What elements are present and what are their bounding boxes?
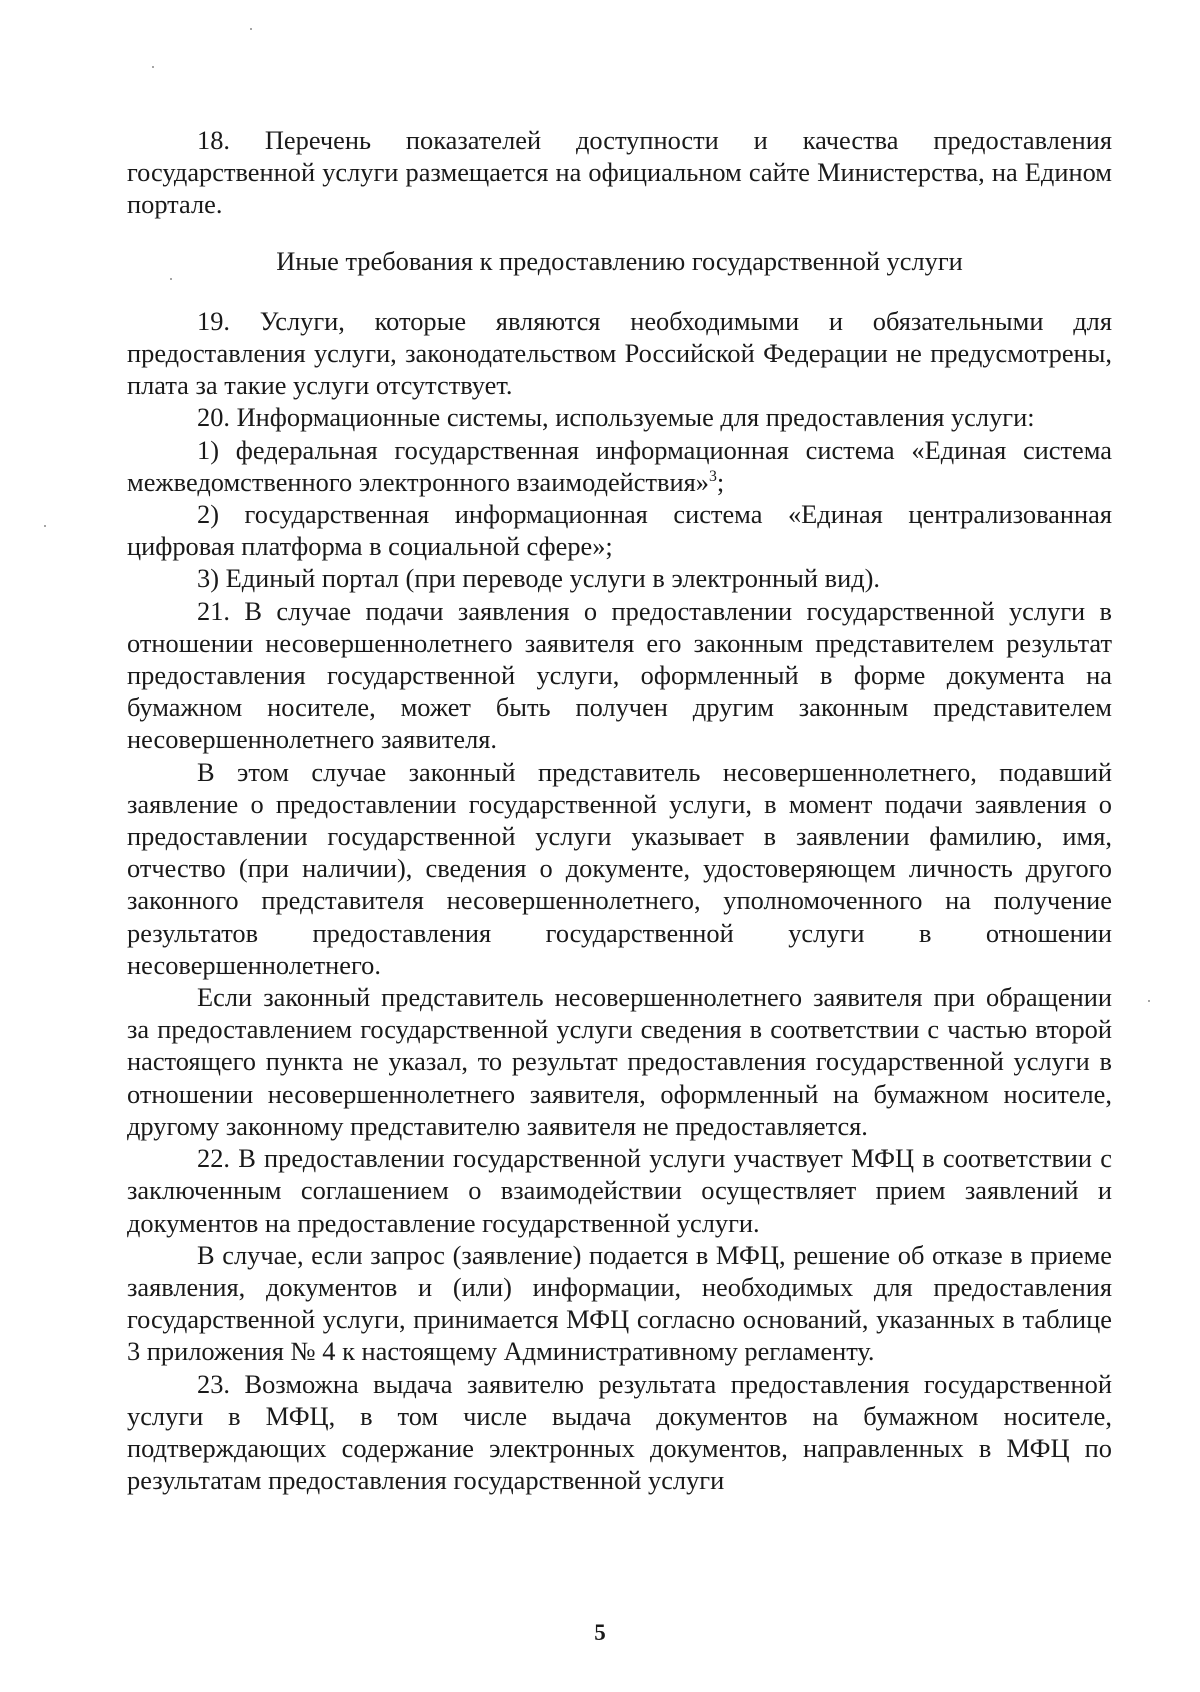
paragraph-p23: [127, 1368, 1112, 1497]
paragraph-text: 21. В случае подачи заявления о предоставлении государственной услуги в отношении несовершеннолетнего заявителя его законным представителем результат предоставления государственной услуги, оформленный в форме документа на бумажном носителе, может быть получен другим законным представителем несовершеннолетнего заявителя.: [127, 595, 1112, 755]
paragraph-text: 2) государственная информационная система «Единая централизованная цифровая платформа в социальной сфере»;: [127, 499, 1112, 562]
paragraph-text: 3) Единый портал (при переводе услуги в электронный вид).: [197, 563, 881, 594]
paragraph-text: 20. Информационные системы, используемые для предоставления услуги:: [197, 402, 1035, 433]
paragraph-text: Если законный представитель несовершеннолетнего заявителя при обращении за предоставлением государственной услуги сведения в соответствии с частью второй настоящего пункта не указал, то результат предоставления государственной услуги в отношении несовершеннолетнего заявителя, оформленный на бумажном носителе, другому законному представителю заявителя не предоставляется.: [127, 982, 1112, 1141]
scan-speck: [250, 28, 252, 30]
page-number: 5: [594, 1620, 606, 1645]
paragraph-p21: [127, 595, 1112, 756]
paragraph-p22_2: [127, 1239, 1112, 1368]
paragraph-p20_1: [127, 434, 1112, 498]
paragraph-text: 1) федеральная государственная информационная система «Единая система межведомственного электронного взаимодействия»: [127, 434, 1112, 497]
paragraph-text: 18. Перечень показателей доступности и качества предоставления государственной услуги размещается на официальном сайте Министерства, на Едином портале.: [127, 125, 1112, 220]
paragraph-text: В этом случае законный представитель несовершеннолетнего, подавший заявление о предоставлении государственной услуги, в момент подачи заявления о предоставлении государственной услуги указывает в заявлении фамилию, имя, отчество (при наличии), сведения о документе, удостоверяющем личность другого законного представителя несовершеннолетнего, уполномоченного на получение результатов предоставления государственной услуги в отношении несовершеннолетнего.: [127, 756, 1112, 980]
paragraph-text: Иные требования к предоставлению государственной услуги: [276, 245, 963, 276]
paragraph-p22: [127, 1142, 1112, 1239]
section-heading: [127, 245, 1112, 277]
document-body: [127, 124, 1112, 1496]
scan-speck: [44, 525, 46, 527]
paragraph-p20: [127, 401, 1112, 433]
paragraph-p19: [127, 305, 1112, 402]
paragraph-text: 19. Услуги, которые являются необходимыми и обязательными для предоставления услуги, законодательством Российской Федерации не предусмотрены, плата за такие услуги отсутствует.: [127, 305, 1112, 401]
paragraph-p20_3: [127, 562, 1112, 594]
paragraph-p21_3: [127, 981, 1112, 1142]
paragraph-p21_2: [127, 756, 1112, 981]
paragraph-p20_2: [127, 498, 1112, 562]
paragraph-text: 22. В предоставлении государственной услуги участвует МФЦ в соответствии с заключенным соглашением о взаимодействии осуществляет прием заявлений и документов на предоставление государственной услуги.: [127, 1143, 1112, 1238]
scan-speck: [152, 66, 154, 68]
paragraph-tail: ;: [716, 466, 725, 497]
footnote-marker: 3: [708, 468, 717, 486]
paragraph-p18: [127, 124, 1112, 221]
paragraph-text: В случае, если запрос (заявление) подается в МФЦ, решение об отказе в приеме заявления, документов и (или) информации, необходимых для предоставления государственной услуги, принимается МФЦ согласно оснований, указанных в таблице 3 приложения № 4 к настоящему Административному регламенту.: [127, 1239, 1112, 1367]
paragraph-text: 23. Возможна выдача заявителю результата предоставления государственной услуги в МФЦ, в том числе выдача документов на бумажном носителе, подтверждающих содержание электронных документов, направленных в МФЦ по результатам предоставления государственной услуги: [127, 1368, 1112, 1496]
scan-speck: [1148, 1000, 1150, 1002]
